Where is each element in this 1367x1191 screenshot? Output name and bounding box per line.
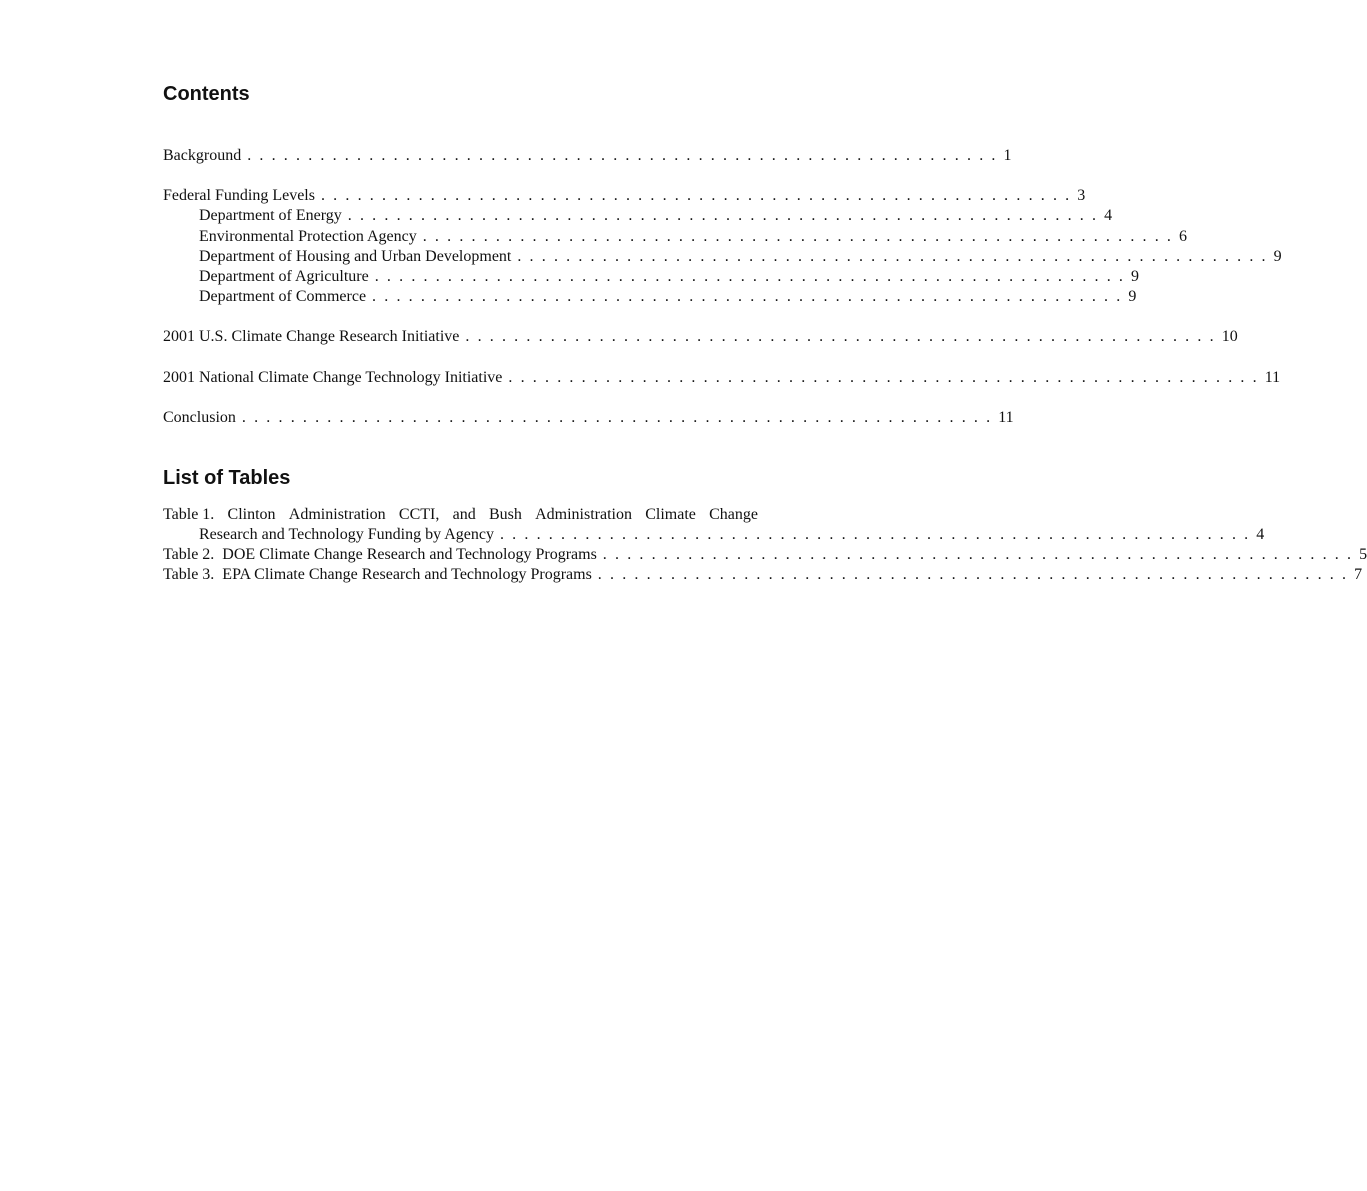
dot-leader: . . . . . . . . . . . . . . . . . . . . . . . . . . . . . . . . . . . . . . . . . . . . . . . . . . . . . . . . . . . . . . — [597, 566, 1349, 584]
dot-leader: . . . . . . . . . . . . . . . . . . . . . . . . . . . . . . . . . . . . . . . . . . . . . . . . . . . . . . . . . . . . . . — [241, 408, 993, 426]
dot-leader: . . . . . . . . . . . . . . . . . . . . . . . . . . . . . . . . . . . . . . . . . . . . . . . . . . . . . . . . . . . . . . — [465, 328, 1216, 346]
table-1-word: and — [452, 505, 476, 523]
toc-entry-federal-funding-levels[interactable] — [163, 186, 1086, 206]
table-entry-table-2[interactable] — [163, 545, 1367, 565]
toc-group-federal-funding — [163, 186, 1282, 307]
table-entry-table-1[interactable] — [163, 505, 1265, 545]
toc-entry-label: 2001 U.S. Climate Change Research Initiative — [163, 328, 460, 346]
dot-leader: . . . . . . . . . . . . . . . . . . . . . . . . . . . . . . . . . . . . . . . . . . . . . . . . . . . . . . . . . . . . . . — [422, 227, 1174, 245]
toc-entry-label: Federal Funding Levels — [163, 187, 315, 205]
toc-entry-label: Conclusion — [163, 408, 236, 426]
dot-leader: . . . . . . . . . . . . . . . . . . . . . . . . . . . . . . . . . . . . . . . . . . . . . . . . . . . . . . . . . . . . . . — [517, 247, 1268, 265]
table-entry-label: Table 3. EPA Climate Change Research and Technology Programs — [163, 566, 592, 584]
toc-entry-label: Environmental Protection Agency — [199, 227, 417, 245]
table-1-word: CCTI, — [398, 505, 440, 523]
toc-entry-department-of-energy[interactable] — [163, 206, 1113, 226]
toc-entry-hud[interactable] — [163, 247, 1282, 267]
table-entry-label: Table 2. DOE Climate Change Research and Technology Programs — [163, 546, 597, 564]
toc-page-number: 9 — [1273, 247, 1282, 265]
toc-page-number: 3 — [1077, 187, 1086, 205]
table-1-word: Bush — [488, 505, 522, 523]
table-1-word: Administration — [288, 505, 386, 523]
toc-entry-conclusion[interactable] — [163, 408, 1014, 428]
toc-page-number: 4 — [1104, 207, 1113, 225]
table-1-title-line — [163, 505, 758, 525]
toc-entry-technology-initiative[interactable] — [163, 368, 1281, 388]
dot-leader: . . . . . . . . . . . . . . . . . . . . . . . . . . . . . . . . . . . . . . . . . . . . . . . . . . . . . . . . . . . . . . — [499, 526, 1251, 544]
toc-page-number: 9 — [1128, 288, 1137, 306]
toc-page-number: 10 — [1221, 328, 1238, 346]
table-entry-table-3[interactable] — [163, 565, 1363, 585]
toc-entry-label: Department of Commerce — [199, 288, 367, 306]
table-page-number: 7 — [1354, 566, 1363, 584]
toc-page-number: 11 — [998, 408, 1014, 426]
toc-entry-label: Department of Energy — [199, 207, 342, 225]
dot-leader: . . . . . . . . . . . . . . . . . . . . . . . . . . . . . . . . . . . . . . . . . . . . . . . . . . . . . . . . . . . . . . — [372, 288, 1123, 306]
toc-entry-label: 2001 National Climate Change Technology Initiative — [163, 368, 503, 386]
dot-leader: . . . . . . . . . . . . . . . . . . . . . . . . . . . . . . . . . . . . . . . . . . . . . . . . . . . . . . . . . . . . . . — [320, 187, 1072, 205]
toc-entry-agriculture[interactable] — [163, 267, 1140, 287]
dot-leader: . . . . . . . . . . . . . . . . . . . . . . . . . . . . . . . . . . . . . . . . . . . . . . . . . . . . . . . . . . . . . . — [247, 147, 998, 164]
toc-entry-label: Department of Agriculture — [199, 267, 369, 285]
table-page-number: 5 — [1359, 546, 1367, 564]
toc-group-conclusion — [163, 408, 1014, 428]
document-page — [163, 80, 1367, 586]
contents-heading: Contents — [163, 83, 250, 105]
dot-leader: . . . . . . . . . . . . . . . . . . . . . . . . . . . . . . . . . . . . . . . . . . . . . . . . . . . . . . . . . . . . . . — [508, 368, 1259, 386]
toc-entry-epa[interactable] — [163, 227, 1188, 247]
table-1-word: Clinton — [227, 505, 276, 523]
toc-entry-background[interactable] — [163, 146, 1012, 166]
toc-entry-commerce[interactable] — [163, 287, 1137, 307]
list-of-tables-heading: List of Tables — [163, 466, 291, 489]
toc-entry-research-initiative[interactable] — [163, 327, 1238, 347]
toc-page-number: 1 — [1003, 147, 1012, 164]
toc-page-number: 6 — [1179, 227, 1188, 245]
table-page-number: 4 — [1256, 526, 1265, 544]
toc-page-number: 11 — [1264, 368, 1281, 386]
table-1-word: Change — [709, 505, 758, 523]
dot-leader: . . . . . . . . . . . . . . . . . . . . . . . . . . . . . . . . . . . . . . . . . . . . . . . . . . . . . . . . . . . . . . — [602, 546, 1354, 564]
table-1-word: Administration — [535, 505, 632, 523]
table-1-word: Climate — [645, 505, 696, 523]
toc-page-number: 9 — [1131, 267, 1140, 285]
table-1-continuation — [163, 525, 1265, 545]
toc-group-research-initiative — [163, 327, 1238, 347]
table-1-word: Table 1. — [163, 505, 215, 523]
dot-leader: . . . . . . . . . . . . . . . . . . . . . . . . . . . . . . . . . . . . . . . . . . . . . . . . . . . . . . . . . . . . . . — [347, 207, 1099, 225]
toc-group-technology-initiative — [163, 368, 1281, 388]
toc-entry-label: Department of Housing and Urban Development — [199, 247, 512, 265]
toc-entry-label: Background — [163, 147, 242, 164]
table-entry-label: Research and Technology Funding by Agency — [199, 526, 494, 544]
toc-group-background — [163, 146, 1012, 166]
dot-leader: . . . . . . . . . . . . . . . . . . . . . . . . . . . . . . . . . . . . . . . . . . . . . . . . . . . . . . . . . . . . . . — [374, 267, 1126, 285]
